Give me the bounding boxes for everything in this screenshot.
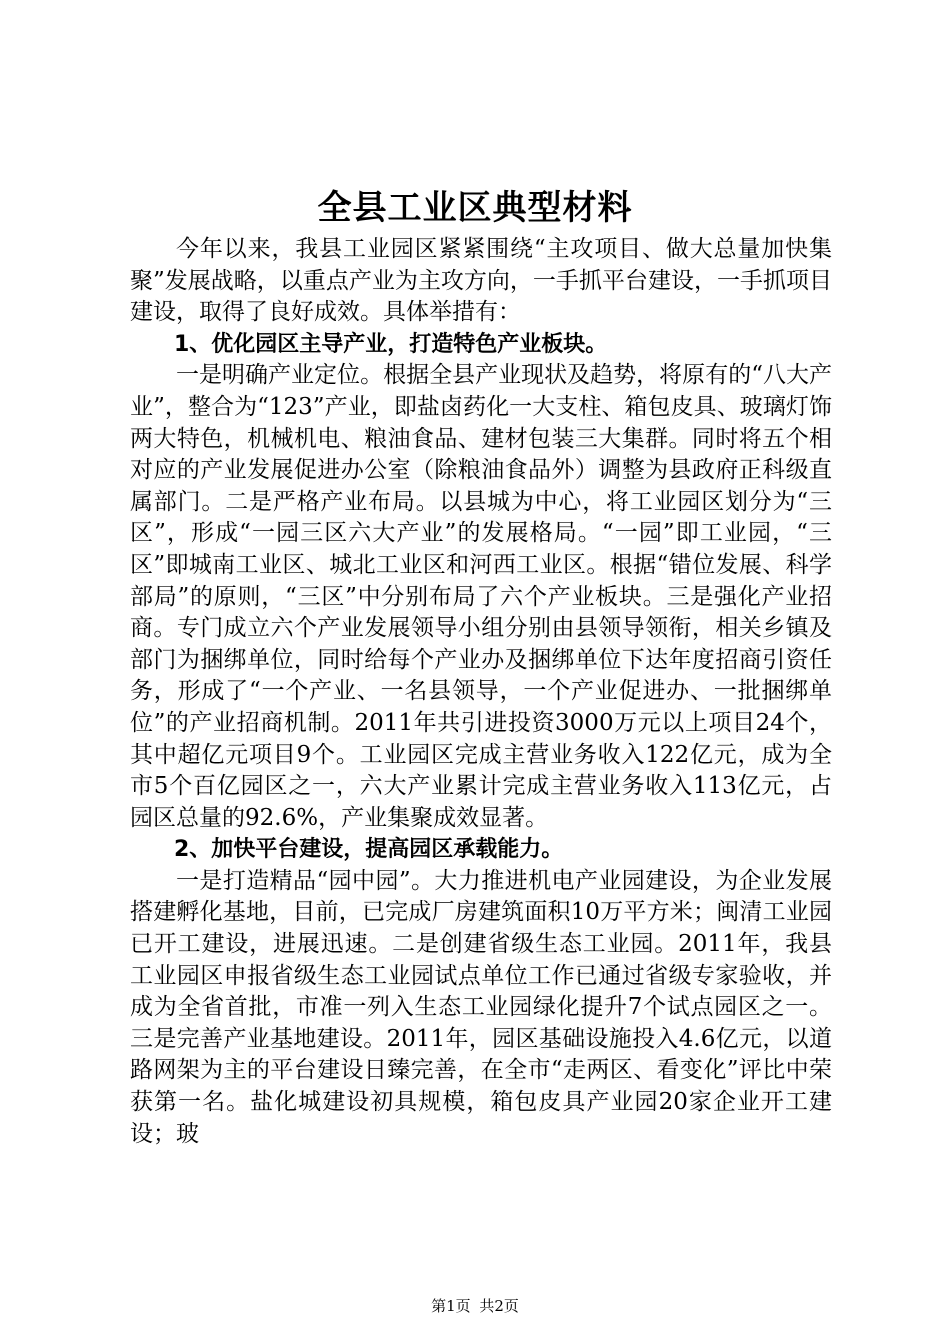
document-body bbox=[130, 234, 832, 1150]
page-number-footer: 第1页 共2页 bbox=[431, 1297, 519, 1315]
section-2-paragraph: 一是打造精品“园中园”。大力推进机电产业园建设，为企业发展搭建孵化基地，目前，已完成厂房建筑面积10万平方米；闽清工业园已开工建设，进展迅速。二是创建省级生态工业园。2011年，我县工业园区申报省级生态工业园试点单位工作已通过省级专家验收，并成为全省首批，市准一列入生态工业园绿化提升7个试点园区之一。三是完善产业基地建设。2011年，园区基础设施投入4.6亿元，以道路网架为主的平台建设日臻完善，在全市“走两区、看变化”评比中荣获第一名。盐化城建设初具规模，箱包皮具产业园20家企业开工建设；玻 bbox=[130, 867, 832, 1147]
section-heading-1: 1、优化园区主导产业，打造特色产业板块。 bbox=[174, 331, 608, 357]
section-heading-2: 2、加快平台建设，提高园区承载能力。 bbox=[174, 837, 564, 863]
intro-paragraph: 今年以来，我县工业园区紧紧围绕“主攻项目、做大总量加快集聚”发展战略，以重点产业为主攻方向，一手抓平台建设，一手抓项目建设，取得了良好成效。具体举措有： bbox=[130, 236, 832, 326]
document-title: 全县工业区典型材料 bbox=[317, 188, 633, 228]
section-1-paragraph: 一是明确产业定位。根据全县产业现状及趋势，将原有的“八大产业”，整合为“123”产业，即盐卤药化一大支柱、箱包皮具、玻璃灯饰两大特色，机械机电、粮油食品、建材包装三大集群。同时将五个相对应的产业发展促进办公室（除粮油食品外）调整为县政府正科级直属部门。二是严格产业布局。以县城为中心，将工业园区划分为“三区”，形成“一园三区六大产业”的发展格局。“一园”即工业园，“三区”即城南工业区、城北工业区和河西工业区。根据“错位发展、科学部局”的原则，“三区”中分别布局了六个产业板块。三是强化产业招商。专门成立六个产业发展领导小组分别由县领导领衔，相关乡镇及部门为捆绑单位，同时给每个产业办及捆绑单位下达年度招商引资任务，形成了“一个产业、一名县领导，一个产业促进办、一批捆绑单位”的产业招商机制。2011年共引进投资3000万元以上项目24个，其中超亿元项目9个。工业园区完成主营业务收入122亿元，成为全市5个百亿园区之一，六大产业累计完成主营业务收入113亿元，占园区总量的92.6%，产业集聚成效显著。 bbox=[130, 362, 832, 831]
